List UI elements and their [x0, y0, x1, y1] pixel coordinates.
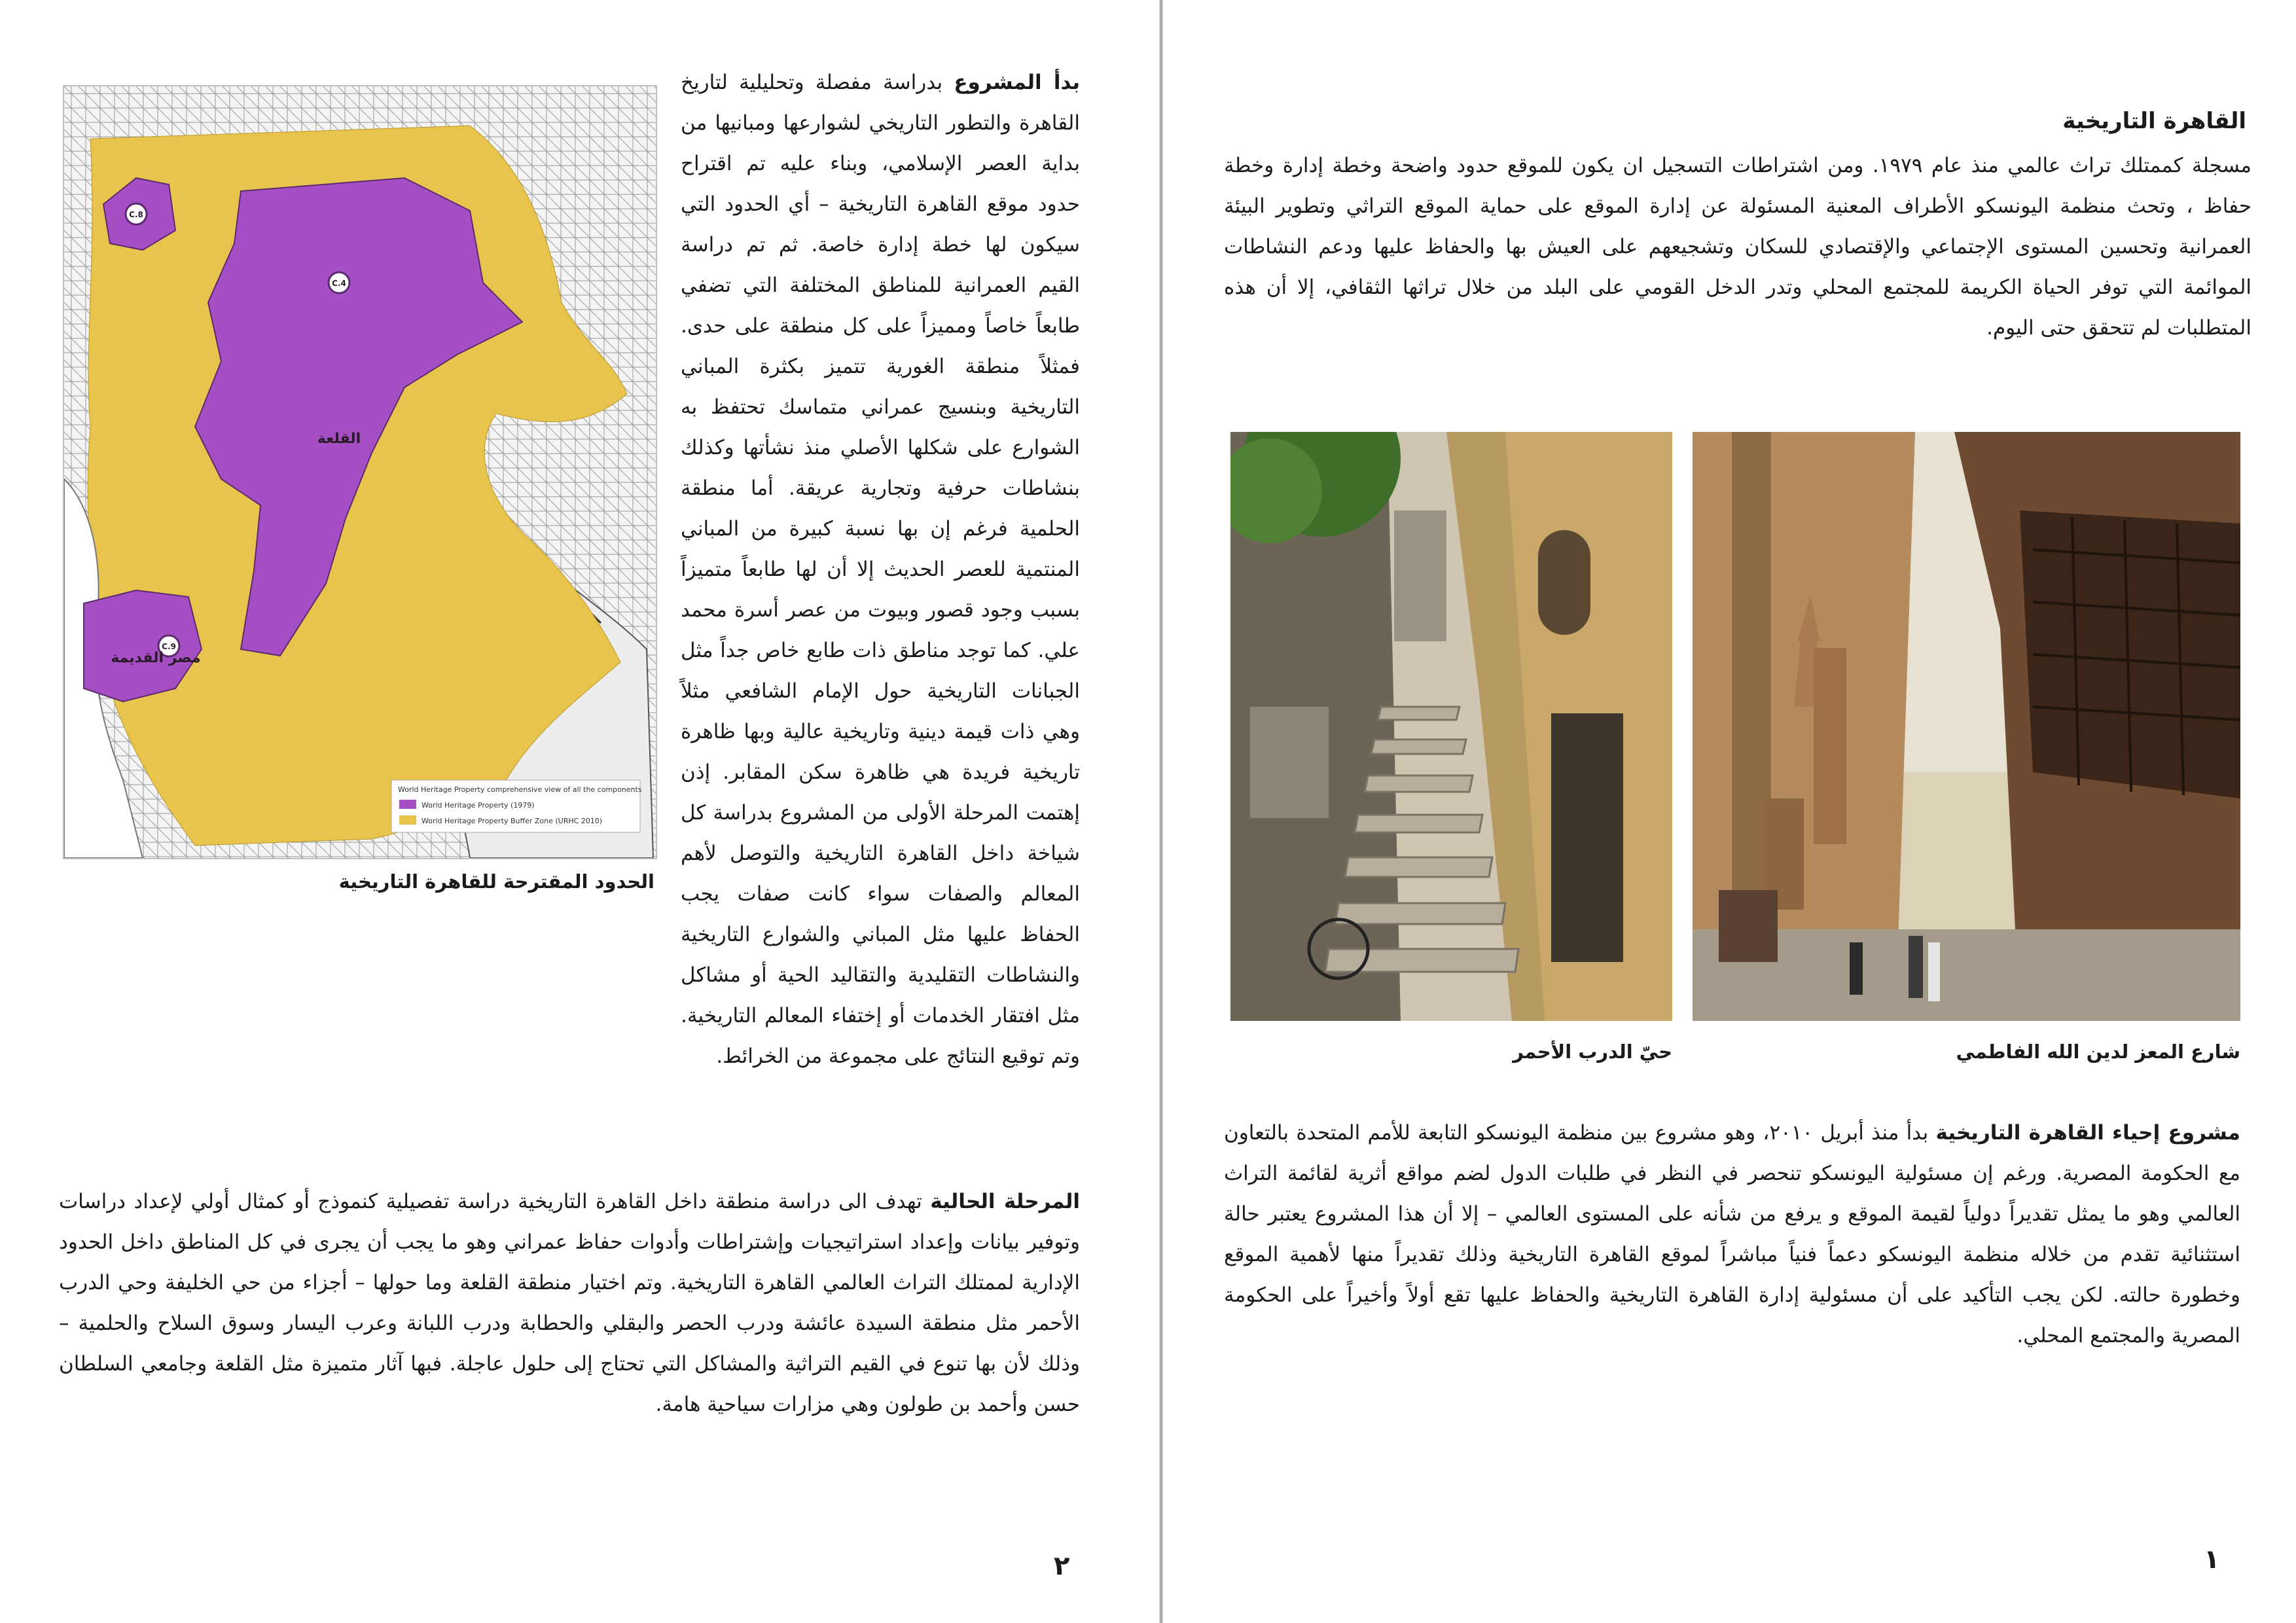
current-phase-body: تهدف الى دراسة منطقة داخل القاهرة التاريخية دراسة تفصيلية كنموذج أو كمثال أولي لإعداد دراسات وتوفير بيانات وإعداد استراتيجيات وإشتراطات وأدوات حفاظ عمراني وهو ما يجب أن يجرى في كل المناطق داخل الحدود الإدارية لممتلك التراث العالمي القاهرة التاريخية. وتم اختيار منطقة القلعة وما حولها – أجزاء من حي الخليفة وحي الدرب الأحمر مثل منطقة السيدة عائشة ودرب الحصر والبقلي والحطابة ودرب اللبانة وعرب اليسار وسوق السلاح والحلمية – وذلك لأن بها تنوع في القيم التراثية والمشاكل التي تحتاج إلى حلول عاجلة. فبها آثار متميزة مثل القلعة وجامعي السلطان حسن وأحمد بن طولون وهي مزارات سياحية هامة. [59, 1190, 1080, 1416]
intro-paragraph [681, 62, 1080, 1068]
page-number-right: ١ [2204, 1544, 2220, 1575]
right-page [1163, 0, 2296, 1623]
zone-code-label: C.8 [129, 210, 143, 219]
photo-darb-al-ahmar [1230, 432, 1672, 1021]
legend-swatch-core [399, 800, 416, 809]
old-cairo-label: مصر القديمة [111, 650, 201, 666]
citadel-label: القلعة [317, 431, 361, 447]
zone-code-label: C.4 [332, 279, 346, 288]
project-paragraph [1224, 1113, 2240, 1356]
legend-swatch-buffer [399, 815, 416, 825]
legend-item-buffer: World Heritage Property Buffer Zone (URHC 2010) [422, 817, 603, 825]
intro-body: بدراسة مفصلة وتحليلية لتاريخ القاهرة والتطور التاريخي لشوارعها ومبانيها من بداية العصر الإسلامي، وبناء عليه تم اقتراح حدود موقع القاهرة التاريخية – أي الحدود التي سيكون لها خطة إدارة خاصة. ثم تم دراسة القيم العمرانية للمناطق المختلفة التي تضفي طابعاً خاصاً ومميزاً على كل منطقة على حدى. فمثلاً منطقة الغورية تتميز بكثرة المباني التاريخية وبنسيج عمراني متماسك تحتفظ به الشوارع على شكلها الأصلي منذ نشأتها وكذلك بنشاطات حرفية وتجارية عريقة. أما منطقة الحلمية فرغم إن بها نسبة كبيرة من المباني المنتمية للعصر الحديث إلا أن لها طابعاً متميزاً بسبب وجود قصور وبيوت من عصر أسرة محمد علي. كما توجد مناطق ذات طابع خاص جداً مثل الجبانات التاريخية حول الإمام الشافعي مثلاً وهي ذات قيمة دينية وتاريخية عالية وبها ظاهرة تاريخية فريدة هي ظاهرة سكن المقابر. إذن إهتمت المرحلة الأولى من المشروع بدراسة كل شياخة داخل القاهرة التاريخية والتوصل لأهم المعالم والصفات سواء كانت صفات يجب الحفاظ عليها مثل المباني والشوارع التاريخية والنشاطات التقليدية والتقاليد الحية أو مشاكل مثل افتقار الخدمات أو إختفاء المعالم التاريخية. وتم توقيع النتائج على مجموعة من الخرائط. [681, 71, 1080, 1068]
legend-item-core: World Heritage Property (1979) [422, 801, 535, 810]
caption-darb-al-ahmar: حيّ الدرب الأحمر [1513, 1041, 1672, 1063]
current-phase-paragraph [59, 1181, 1080, 1425]
caption-muizz-street: شارع المعز لدين الله الفاطمي [1956, 1041, 2240, 1063]
project-lead: مشروع إحياء القاهرة التاريخية [1935, 1121, 2240, 1145]
page-number-left: ٢ [1054, 1551, 1070, 1581]
current-phase-lead: المرحلة الحالية [930, 1190, 1081, 1213]
map-caption: الحدود المقترحة للقاهرة التاريخية [338, 870, 655, 893]
historic-cairo-paragraph: مسجلة كممتلك تراث عالمي منذ عام ١٩٧٩. ومن اشتراطات التسجيل ان يكون للموقع حدود واضحة وخطة إدارة وخطة حفاظ ، وتحث منظمة اليونسكو الأطراف المعنية المسئولة عن إدارة الموقع على حماية الموقع التراثي وتطوير البيئة العمرانية وتحسين المستوى الإجتماعي والإقتصادي للسكان وتشجيعهم على العيش بها والحفاظ عليها ودعم النشاطات الموائمة التي توفر الحياة الكريمة للمجتمع المحلي وتدر الدخل القومي على البلد من خلال تراثها الثقافي، إلا أن هذه المتطلبات لم تتحقق حتى اليوم. [1224, 154, 2251, 340]
intro-lead: بدأ المشروع [954, 71, 1080, 94]
project-body: بدأ منذ أبريل ٢٠١٠، وهو مشروع بين منظمة اليونسكو التابعة للأمم المتحدة بالتعاون مع الحكومة المصرية. ورغم إن مسئولية اليونسكو تنحصر في النظر في طلبات الدول لضم مواقع أثرية لقائمة التراث العالمي وهو ما يمثل تقديراً دولياً لقيمة الموقع و يرفع من شأنه على المستوى العالمي – إلا أن هذا المشروع يعتبر حالة استثنائية تقدم من خلاله منظمة اليونسكو دعماً فنياً مباشراً لموقع القاهرة التاريخية وذلك تقديراً منها لأهمية الموقع وخطورة حالته. لكن يجب التأكيد على أن مسئولية إدارة القاهرة التاريخية والحفاظ عليها تقع أولاً وأخيراً على الحكومة المصرية والمجتمع المحلي. [1224, 1121, 2240, 1347]
photo-muizz-street [1693, 432, 2240, 1021]
legend-title: World Heritage Property comprehensive view of all the components [398, 785, 642, 794]
historic-cairo-heading: القاهرة التاريخية [2062, 108, 2246, 134]
zone-code-label: C.9 [162, 642, 176, 651]
map-legend [391, 780, 642, 832]
historic-cairo-boundary-map [63, 85, 657, 859]
